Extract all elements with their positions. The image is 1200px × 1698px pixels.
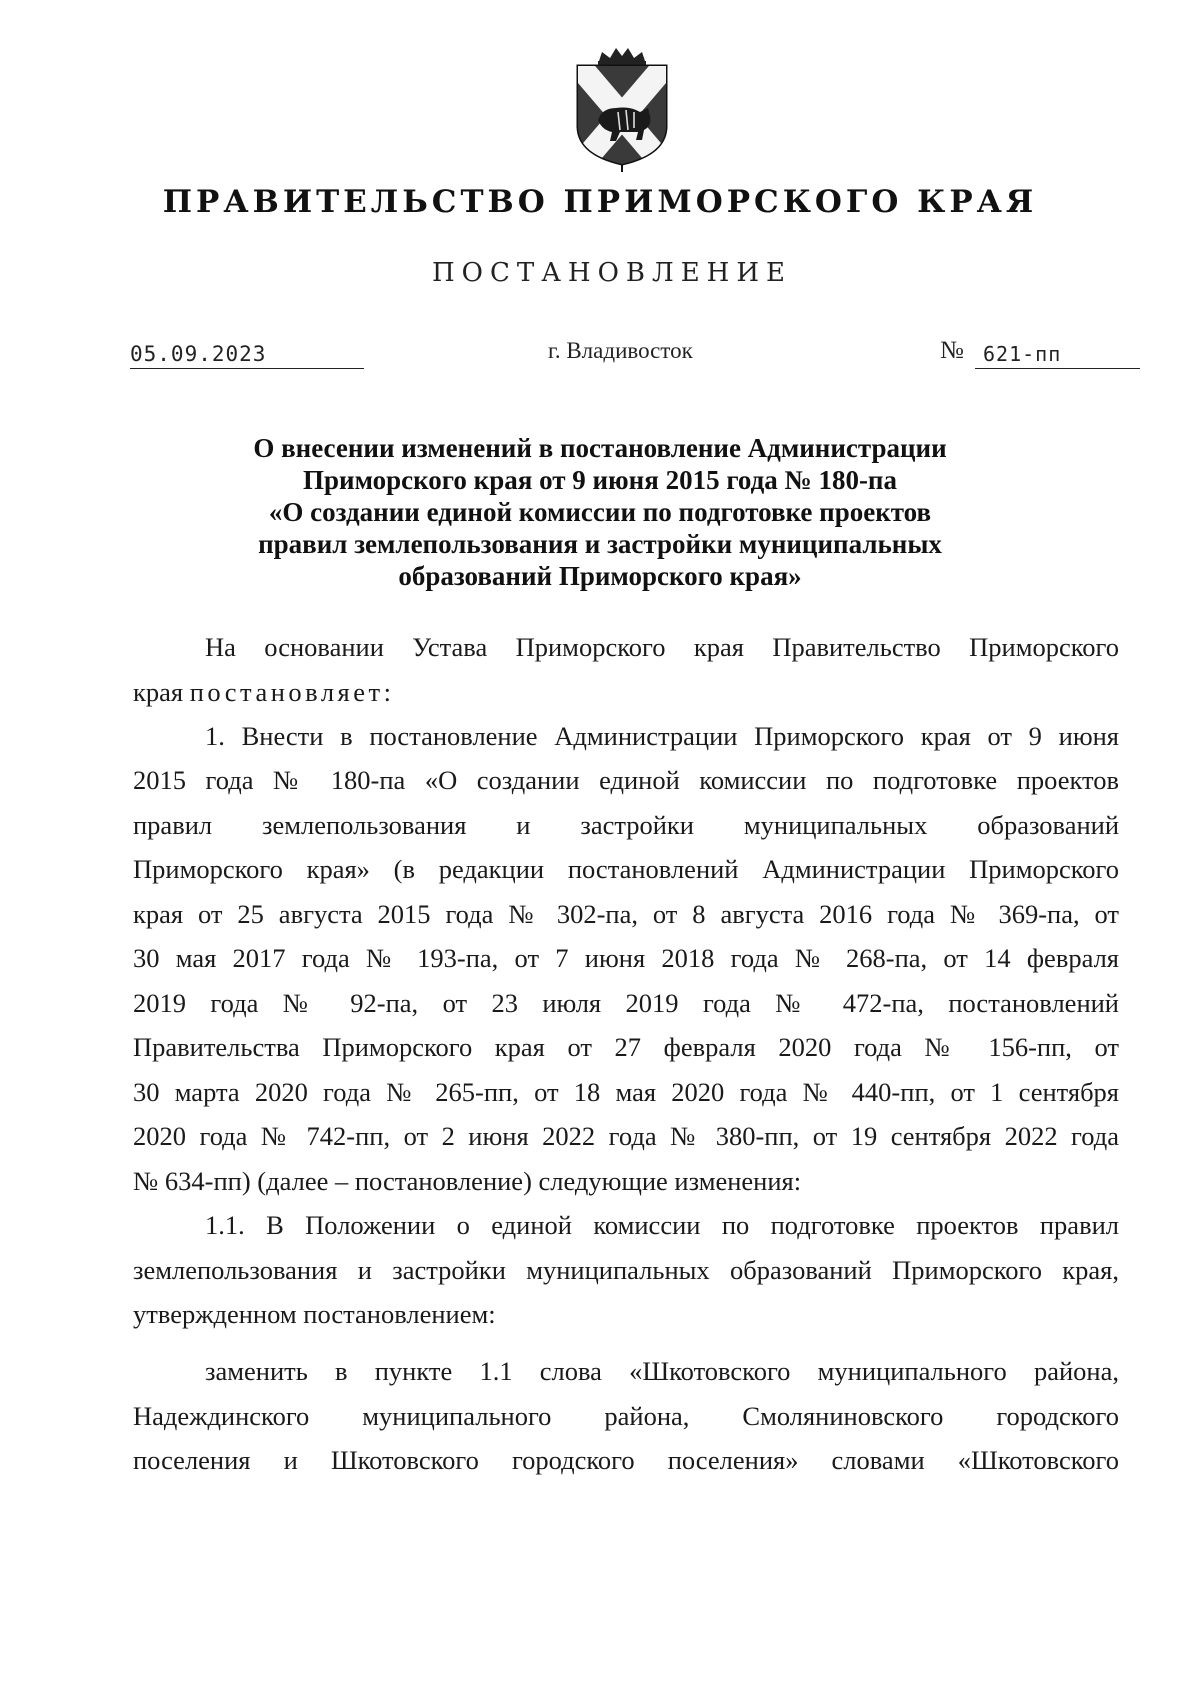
title-line: Приморского края от 9 июня 2015 года № 180-па: [303, 465, 897, 495]
document-title: [150, 432, 1050, 592]
body-line: 2020 года № 742-пп, от 2 июня 2022 года № 380-пп, от 19 сентября 2022 года: [133, 1121, 1119, 1151]
body-line: Правительства Приморского края от 27 февраля 2020 года № 156-пп, от: [133, 1032, 1119, 1062]
body-line: заменить в пункте 1.1 слова «Шкотовского муниципального района,: [205, 1356, 1119, 1386]
body-line: правил землепользования и застройки муниципальных образований: [133, 810, 1119, 840]
preamble-line: На основании Устава Приморского края Правительство Приморского: [205, 632, 1119, 662]
body-line: края от 25 августа 2015 года № 302-па, от 8 августа 2016 года № 369-па, от: [133, 899, 1119, 929]
body-line: землепользования и застройки муниципальных образований Приморского края,: [133, 1255, 1119, 1285]
title-line: правил землепользования и застройки муниципальных: [258, 529, 942, 559]
body-line: Надеждинского муниципального района, Смоляниновского городского: [133, 1401, 1119, 1431]
body-line: поселения и Шкотовского городского поселения» словами «Шкотовского: [133, 1445, 1119, 1475]
authority-name: ПРАВИТЕЛЬСТВО ПРИМОРСКОГО КРАЯ: [162, 184, 1038, 220]
body-line: 2019 года № 92-па, от 23 июля 2019 года № 472-па, постановлений: [133, 988, 1119, 1018]
body-line: утвержденном постановлением:: [133, 1299, 496, 1329]
document-type: ПОСТАНОВЛЕНИЕ: [431, 258, 792, 288]
body-line: № 634-пп) (далее – постановление) следующие изменения:: [133, 1166, 802, 1196]
resolves-word: постановляет:: [189, 677, 395, 707]
document-date: 05.09.2023: [130, 342, 364, 369]
body-line: 2015 года № 180-па «О создании единой комиссии по подготовке проектов: [133, 765, 1119, 795]
document-number: 621-пп: [975, 342, 1140, 369]
title-line: образований Приморского края»: [398, 561, 802, 591]
preamble-text: края: [133, 677, 190, 707]
document-city: г. Владивосток: [548, 338, 693, 363]
title-line: О внесении изменений в постановление Администрации: [253, 433, 947, 463]
body-line: 1.1. В Положении о единой комиссии по подготовке проектов правил: [205, 1210, 1119, 1240]
preamble-line: [133, 674, 1119, 710]
body-line: 30 мая 2017 года № 193-па, от 7 июня 2018 года № 268-па, от 14 февраля: [133, 943, 1119, 973]
body-line: 1. Внести в постановление Администрации Приморского края от 9 июня: [205, 721, 1119, 751]
title-line: «О создании единой комиссии по подготовке проектов: [268, 497, 932, 527]
primorsky-krai-coat-of-arms-icon: [568, 46, 676, 172]
body-line: 30 марта 2020 года № 265-пп, от 18 мая 2020 года № 440-пп, от 1 сентября: [133, 1077, 1119, 1107]
number-sign: №: [940, 337, 964, 364]
body-line: Приморского края» (в редакции постановлений Администрации Приморского: [133, 854, 1119, 884]
